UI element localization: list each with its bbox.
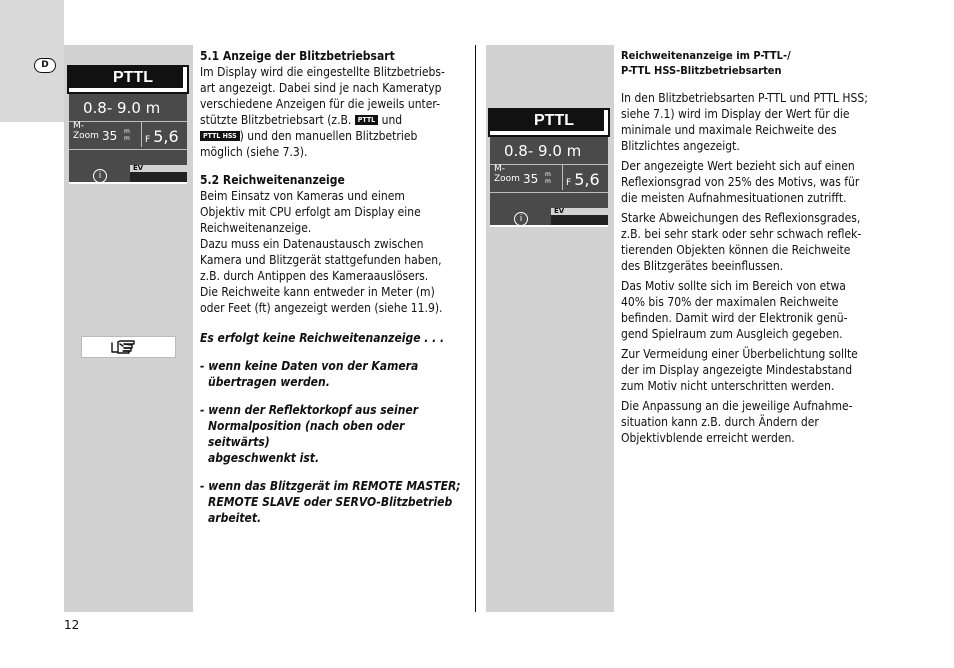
paragraph-line: Reichweitenanzeige. (200, 221, 312, 235)
note-box (81, 336, 176, 358)
info-icon: i (93, 169, 107, 183)
right-heading: Reichweitenanzeige im P-TTL-/ P-TTL HSS-Blitzbetriebsarten (621, 49, 791, 77)
zoom-unit: m m (545, 171, 551, 185)
paragraph-line: stützte Blitzbetriebsart (z.B. PTTL und (200, 113, 403, 127)
right-paragraph: In den Blitzbetriebsarten P-TTL und PTTL HSS; siehe 7.1) wird im Display der Wert für die minimale und maximale Reichweite des Blitzlichtes angezeigt. (621, 91, 868, 153)
zoom-value: 35 (523, 172, 539, 186)
zoom-label: M- Zoom (73, 121, 99, 141)
note-bullet: - wenn das Blitzgerät im REMOTE MASTER; REMOTE SLAVE oder SERVO-Blitzbetrieb arbeitet. (200, 479, 461, 525)
ev-label: EV (554, 207, 565, 215)
paragraph-line: Die Reichweite kann entweder in Meter (m) (200, 285, 435, 299)
range-readout: 0.8- 9.0 m (83, 99, 161, 117)
paragraph-line: Kamera und Blitzgerät stattgefunden haben, (200, 253, 442, 267)
right-paragraph: Das Motiv sollte sich im Bereich von etwa 40% bis 70% der maximalen Reichweite befinden. Damit wird der Elektronik genü- gend Spielraum zum Ausgleich gegeben. (621, 279, 848, 341)
section-heading-5-2: 5.2 Reichweitenanzeige (200, 173, 345, 187)
column-divider (475, 45, 476, 612)
right-paragraphs (621, 78, 893, 446)
aperture-value: F 5,6 (566, 170, 600, 189)
paragraph-line: Im Display wird die eingestellte Blitzbetriebs- (200, 65, 445, 79)
paragraph-line: Objektiv mit CPU erfolgt am Display eine (200, 205, 421, 219)
right-paragraph: Der angezeigte Wert bezieht sich auf einen Reflexionsgrad von 25% des Motivs, was für die meisten Aufnahmesituationen zutrifft. (621, 159, 860, 205)
paragraph-line: art angezeigt. Dabei sind je nach Kameratyp (200, 81, 442, 95)
right-paragraph: Die Anpassung an die jeweilige Aufnahme- situation kann z.B. durch Ändern der Objektivblende erreicht werden. (621, 399, 853, 445)
mode-label: PTTL (490, 110, 604, 131)
note-bullet: - wenn der Reflektorkopf aus seiner Normalposition (nach oben oder seitwärts) abgeschwenkt ist. (200, 403, 419, 465)
note-bullets (200, 346, 468, 526)
flash-display-right (488, 108, 610, 229)
ev-label: EV (133, 164, 144, 172)
page-number: 12 (64, 618, 80, 632)
paragraph-line: verschiedene Anzeigen für die jeweils unter- (200, 97, 440, 111)
section-heading-5-1: 5.1 Anzeige der Blitzbetriebsart (200, 49, 395, 63)
paragraph-line: Dazu muss ein Datenaustausch zwischen (200, 237, 424, 251)
section-5-2-body (200, 188, 468, 316)
main-text-column (200, 48, 468, 526)
paragraph-line: Beim Einsatz von Kameras und einem (200, 189, 405, 203)
aperture-value: F 5,6 (145, 127, 179, 146)
pointing-hand-icon (82, 337, 175, 357)
note-heading: Es erfolgt keine Reichweitenanzeige . . . (200, 331, 445, 345)
zoom-label: M- Zoom (494, 164, 520, 184)
paragraph-line: möglich (siehe 7.3). (200, 145, 308, 159)
mode-label: PTTL (69, 67, 183, 88)
right-paragraph: Starke Abweichungen des Reflexionsgrades, z.B. bei sehr stark oder sehr schwach reflek- tierenden Objekten können die Reichweite des Blitzgerätes beeinflussen. (621, 211, 862, 273)
paragraph-line: oder Feet (ft) angezeigt werden (siehe 11.9). (200, 301, 443, 315)
right-text-column (621, 48, 893, 446)
paragraph-line: PTTL HSS ) und den manuellen Blitzbetrieb (200, 128, 468, 144)
pttl-hss-badge: PTTL HSS (200, 131, 240, 141)
pttl-badge: PTTL (355, 115, 378, 125)
flash-display-left (67, 65, 189, 186)
zoom-unit: m m (124, 128, 130, 142)
note-bullet: - wenn keine Daten von der Kamera übertragen werden. (200, 359, 419, 389)
right-paragraph: Zur Vermeidung einer Überbelichtung sollte der im Display angezeigte Mindestabstand zum Motiv nicht unterschritten werden. (621, 347, 858, 393)
info-icon: i (514, 212, 528, 226)
language-badge: D (34, 58, 56, 73)
range-readout: 0.8- 9.0 m (504, 142, 582, 160)
zoom-value: 35 (102, 129, 118, 143)
paragraph-line: z.B. durch Antippen des Kameraauslösers. (200, 269, 429, 283)
